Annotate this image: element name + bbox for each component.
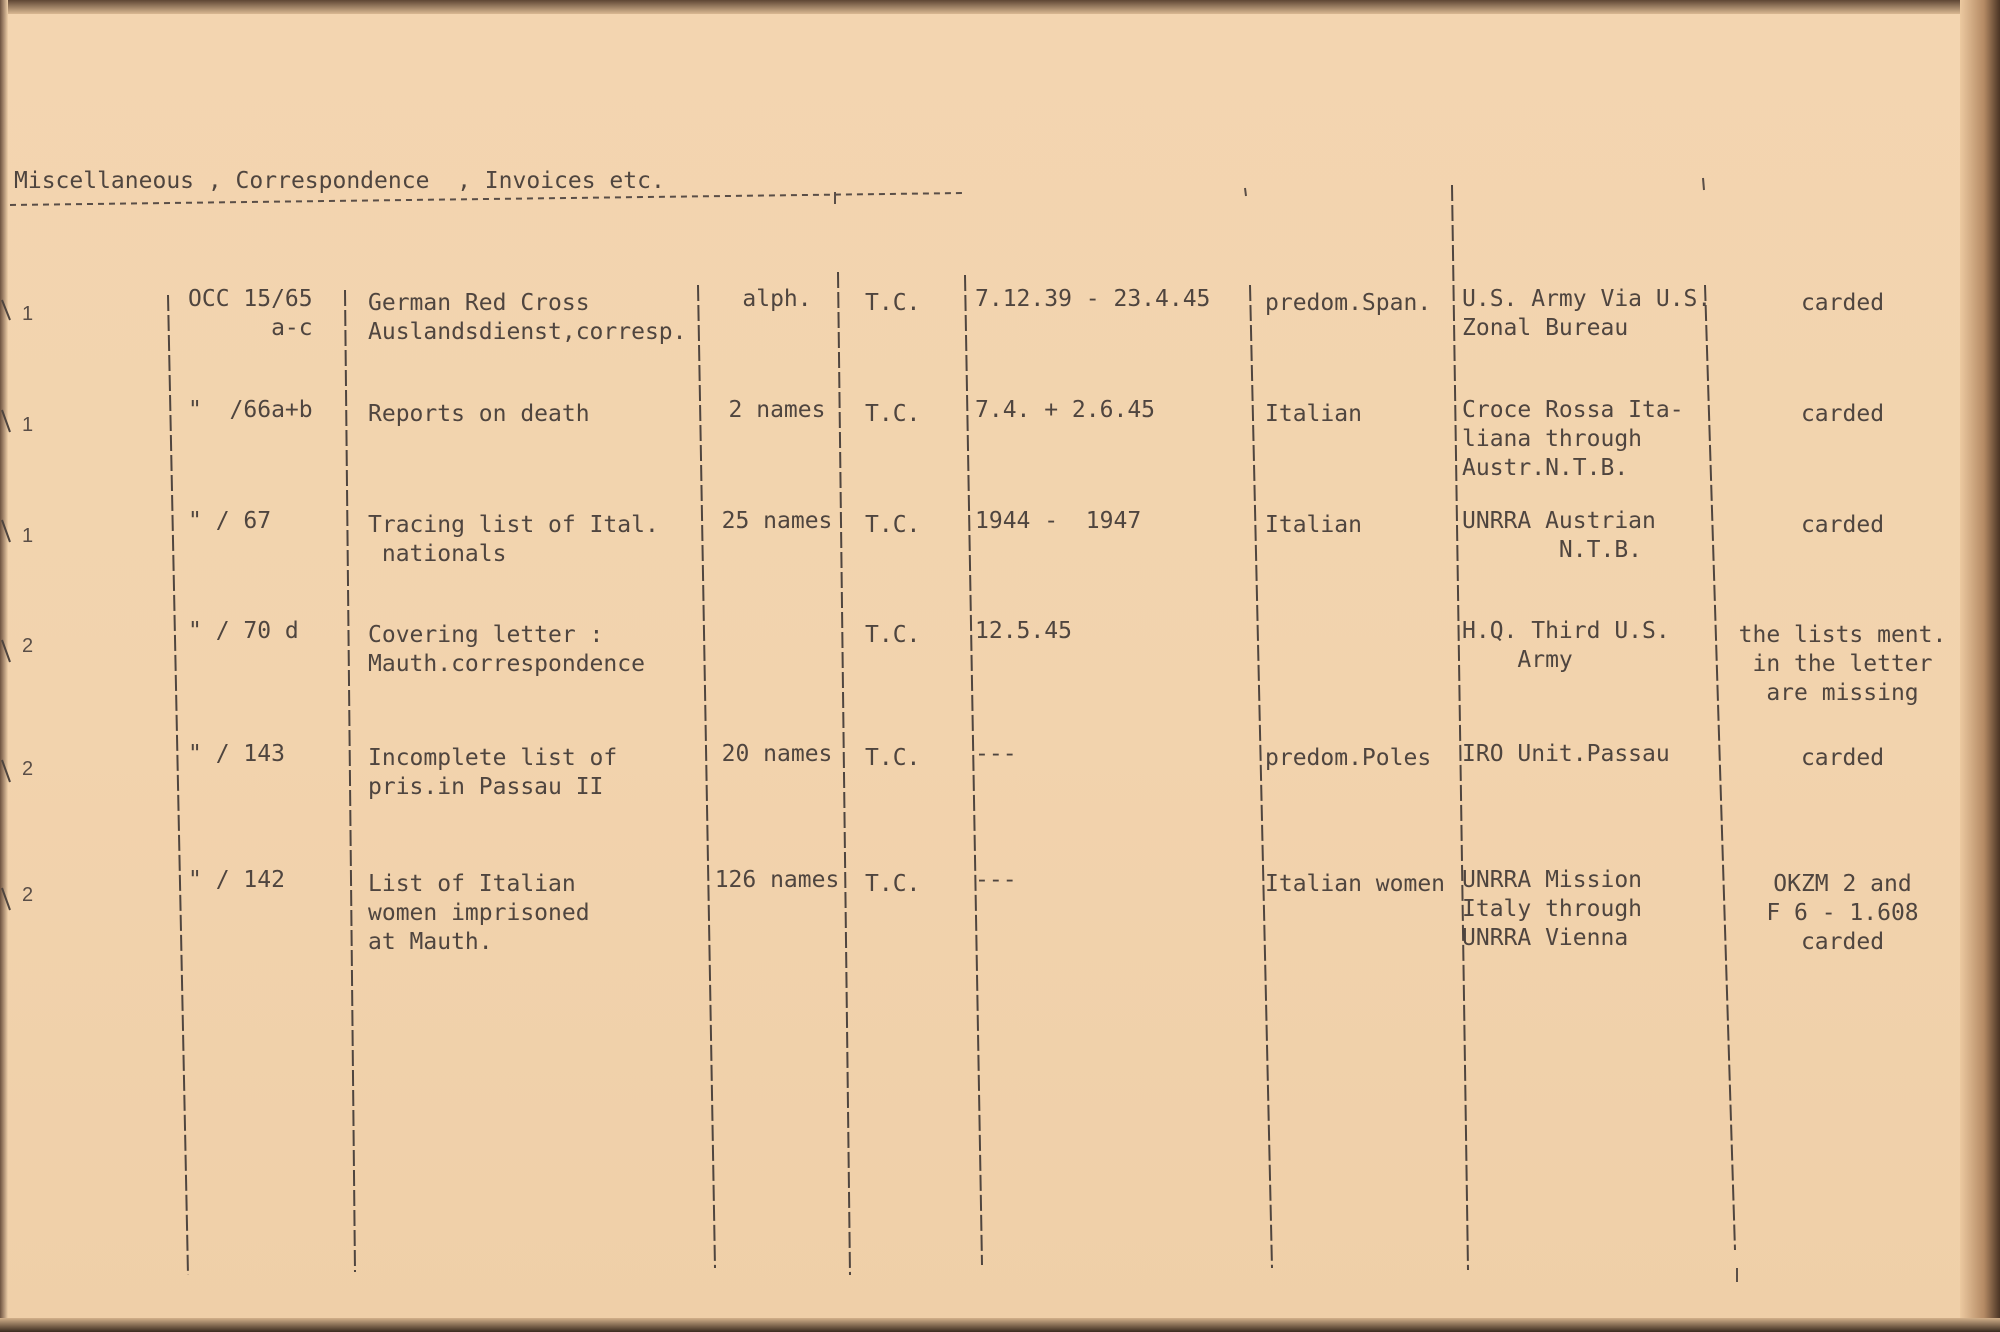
cell-source: U.S. Army Via U.S. Zonal Bureau bbox=[1462, 286, 1712, 341]
column-line-1 bbox=[168, 295, 188, 1275]
cell-num: 1 bbox=[22, 303, 34, 325]
cell-type: T.C. bbox=[865, 871, 921, 897]
cell-subject: Tracing list of Ital. nationals bbox=[368, 512, 659, 567]
cell-ref: " / 70 d bbox=[188, 618, 299, 644]
cell-dates: 12.5.45 bbox=[975, 618, 1072, 644]
cell-subject: Reports on death bbox=[368, 401, 590, 427]
cell-type: T.C. bbox=[865, 745, 921, 771]
row-marker-2 bbox=[2, 410, 10, 432]
cell-ref: " / 142 bbox=[188, 867, 285, 893]
cell-source: UNRRA Mission Italy through UNRRA Vienna bbox=[1462, 867, 1643, 951]
cell-nationality: predom.Span. bbox=[1265, 290, 1432, 316]
cell-subject: German Red Cross Auslandsdienst,corresp. bbox=[368, 290, 687, 345]
cell-subject: Incomplete list of pris.in Passau II bbox=[368, 745, 618, 800]
cell-source: Croce Rossa Ita- liana through Austr.N.T.B. bbox=[1462, 397, 1684, 481]
cell-ref: " / 143 bbox=[188, 741, 285, 767]
cell-nationality: Italian women bbox=[1265, 871, 1446, 897]
row-marker-6 bbox=[2, 888, 10, 910]
cell-remarks: the lists ment. in the letter are missing bbox=[1738, 622, 1947, 706]
cell-source: H.Q. Third U.S. Army bbox=[1462, 618, 1670, 673]
cell-ref: OCC 15/65 a-c bbox=[188, 286, 313, 341]
cell-source: UNRRA Austrian N.T.B. bbox=[1462, 508, 1656, 563]
cell-type: T.C. bbox=[865, 401, 921, 427]
header-rule bbox=[10, 193, 965, 205]
tick-top-2 bbox=[1703, 178, 1704, 190]
row-marker-4 bbox=[2, 640, 10, 662]
cell-num: 2 bbox=[22, 758, 34, 780]
cell-dates: --- bbox=[975, 867, 1017, 893]
column-line-6 bbox=[1250, 285, 1272, 1268]
cell-remarks: carded bbox=[1800, 512, 1885, 538]
cell-num: 2 bbox=[22, 884, 34, 906]
cell-remarks: carded bbox=[1800, 745, 1885, 771]
cell-num: 2 bbox=[22, 635, 34, 657]
tick-top-1 bbox=[1245, 188, 1246, 196]
cell-subject: Covering letter : Mauth.correspondence bbox=[368, 622, 645, 677]
cell-nationality: Italian bbox=[1265, 512, 1362, 538]
cell-remarks: OKZM 2 and F 6 - 1.608 carded bbox=[1766, 871, 1919, 955]
cell-order: 20 names bbox=[721, 741, 833, 767]
cell-nationality: Italian bbox=[1265, 401, 1362, 427]
cell-type: T.C. bbox=[865, 290, 921, 316]
cell-dates: 7.4. + 2.6.45 bbox=[975, 397, 1156, 423]
section-header: Miscellaneous , Correspondence , Invoices etc. bbox=[14, 168, 665, 194]
cell-ref: " /66a+b bbox=[188, 397, 313, 423]
cell-type: T.C. bbox=[865, 512, 921, 538]
row-marker-1 bbox=[2, 300, 10, 320]
cell-nationality: predom.Poles bbox=[1265, 745, 1432, 771]
column-line-7 bbox=[1452, 185, 1468, 1270]
cell-remarks: carded bbox=[1800, 290, 1885, 316]
cell-dates: 1944 - 1947 bbox=[975, 508, 1142, 534]
cell-num: 1 bbox=[22, 414, 34, 436]
cell-order: 2 names bbox=[728, 397, 826, 423]
cell-order: 126 names bbox=[714, 867, 840, 893]
row-marker-3 bbox=[2, 520, 10, 542]
cell-source: IRO Unit.Passau bbox=[1462, 741, 1670, 767]
cell-ref: " / 67 bbox=[188, 508, 272, 534]
column-line-3 bbox=[698, 285, 715, 1268]
column-line-2 bbox=[345, 290, 355, 1272]
cell-order: 25 names bbox=[721, 508, 833, 534]
cell-dates: --- bbox=[975, 741, 1017, 767]
cell-order: alph. bbox=[742, 286, 812, 312]
cell-num: 1 bbox=[22, 525, 34, 547]
column-line-8 bbox=[1705, 285, 1735, 1250]
cell-subject: List of Italian women imprisoned at Mauth. bbox=[368, 871, 590, 955]
row-marker-5 bbox=[2, 760, 10, 782]
cell-dates: 7.12.39 - 23.4.45 bbox=[975, 286, 1211, 312]
cell-remarks: carded bbox=[1800, 401, 1885, 427]
cell-type: T.C. bbox=[865, 622, 921, 648]
